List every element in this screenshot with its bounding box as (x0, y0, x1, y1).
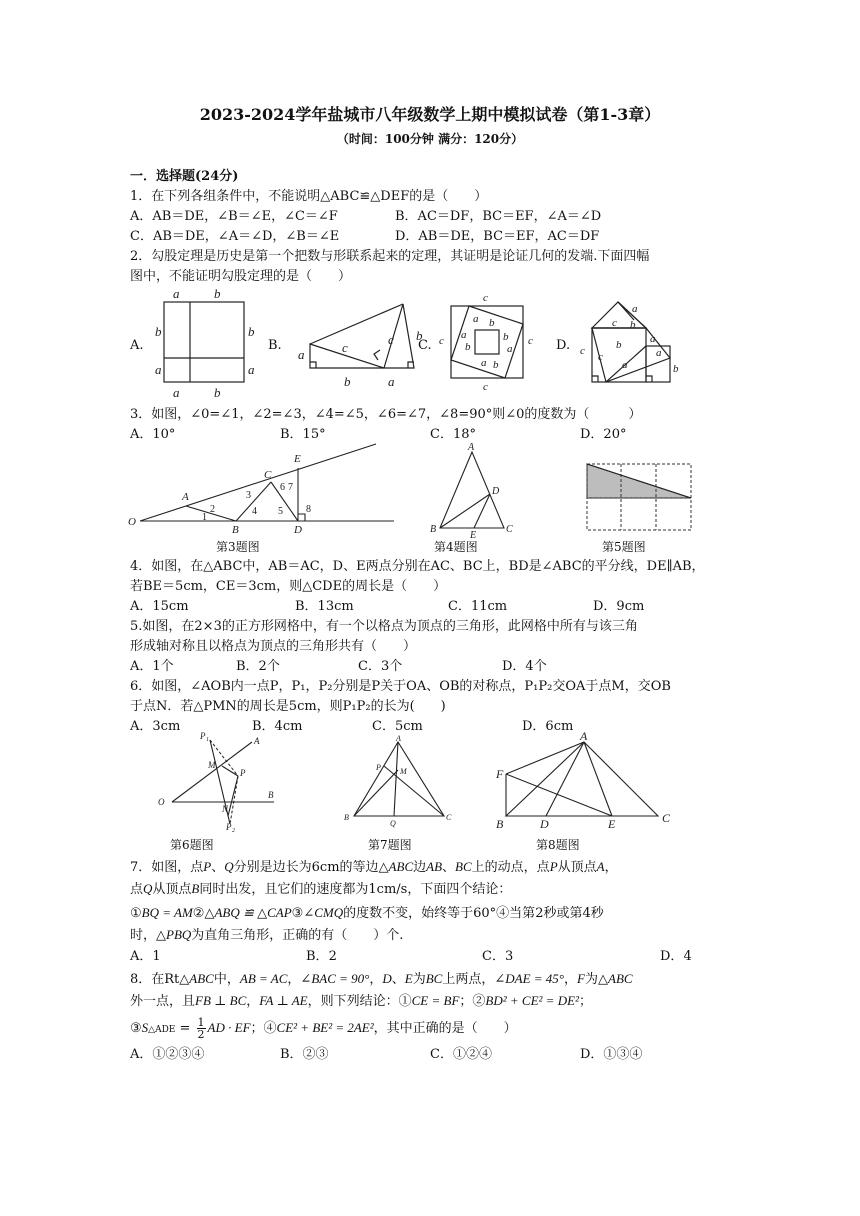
svg-text:D: D (294, 524, 302, 536)
q8-option-b: B．②③ (280, 1047, 329, 1062)
q4-option-d: D．9cm (593, 599, 645, 614)
svg-text:7: 7 (288, 482, 293, 493)
q7-option-d: D．4 (660, 949, 692, 964)
svg-text:6: 6 (280, 482, 285, 493)
svg-text:E: E (294, 453, 301, 465)
svg-text:a: a (507, 343, 513, 355)
svg-text:a: a (298, 347, 305, 362)
svg-text:b: b (155, 324, 162, 339)
svg-text:O: O (128, 516, 136, 528)
q7-line2: 点Q从顶点B同时出发，且它们的速度都为1cm/s，下面四个结论： (130, 881, 512, 897)
q8-fraction: $\frac{1}{2}$ (197, 1016, 205, 1041)
svg-text:a: a (248, 362, 255, 377)
svg-text:B: B (430, 524, 437, 535)
svg-text:c: c (483, 292, 488, 304)
svg-text:A: A (254, 736, 260, 746)
section-heading: 一．选择题(24分) (130, 169, 239, 184)
q3-option-d: D．20° (580, 427, 627, 442)
q5-option-c: C．3个 (358, 659, 403, 674)
svg-text:1: 1 (206, 737, 209, 743)
q2-figure-a (150, 288, 260, 400)
q8-figure (494, 729, 674, 831)
svg-text:N: N (222, 804, 229, 814)
q4-stem-line1: 4．如图，在△ABC中，AB＝AC，D、E两点分别在AC、BC上，BD是∠ABC的平分线，DE∥AB， (130, 559, 705, 574)
svg-text:b: b (416, 328, 423, 343)
page-title: 2023-2024学年盐城市八年级数学上期中模拟试卷（第1-3章） (199, 105, 661, 124)
q3-stem: 3．如图，∠0=∠1，∠2=∠3，∠4=∠5，∠6=∠7，∠8=90°则∠0的度数为（ ） (130, 407, 642, 422)
q7-figure (340, 734, 460, 828)
q1-option-c: C．AB＝DE，∠A＝∠D，∠B＝∠E (130, 229, 340, 244)
svg-text:E: E (470, 530, 477, 541)
svg-text:a: a (173, 286, 180, 301)
q7-option-a: A．1 (130, 949, 161, 964)
q3-option-c: C．18° (430, 427, 476, 442)
q6-option-d: D．6cm (522, 719, 574, 734)
svg-text:c: c (528, 335, 533, 347)
q2-figure-c (437, 292, 537, 392)
svg-text:b: b (616, 339, 622, 351)
q7-line3: ①BQ = AM②△ABQ ≌ △CAP③∠CMQ的度数不变，始终等于60°④当第2秒或第4秒 (130, 905, 604, 921)
svg-text:b: b (493, 359, 499, 371)
q4-option-c: C．11cm (448, 599, 508, 614)
svg-text:b: b (503, 331, 509, 343)
fig4-caption: 第4题图 (434, 540, 478, 554)
svg-text:a: a (622, 359, 628, 371)
svg-text:B: B (232, 524, 239, 536)
svg-text:a: a (473, 313, 479, 325)
q8-option-d: D．①③④ (580, 1047, 643, 1062)
q3-option-b: B．15° (280, 427, 326, 442)
svg-text:c: c (598, 351, 603, 363)
svg-text:c: c (612, 317, 617, 329)
q6-option-a: A．3cm (130, 719, 181, 734)
svg-text:P: P (226, 822, 232, 832)
q6-option-b: B．4cm (252, 719, 303, 734)
svg-text:D: D (540, 817, 549, 831)
q4-stem-line2: 若BE＝5cm，CE＝3cm，则△CDE的周长是（ ） (130, 579, 447, 594)
svg-text:a: a (656, 347, 662, 359)
svg-text:B: B (496, 817, 504, 831)
svg-text:A: A (468, 442, 475, 453)
q2-option-c: C. (418, 338, 432, 353)
fig7-caption: 第7题图 (368, 838, 412, 852)
q3-option-a: A．10° (130, 427, 176, 442)
svg-text:c: c (388, 332, 394, 347)
q2-figure-b (292, 296, 422, 392)
q6-stem-line2: 于点N．若△PMN的周长是5cm，则P₁P₂的长为( ) (130, 699, 446, 714)
svg-text:P: P (200, 731, 206, 741)
q8-option-c: C．①②④ (430, 1047, 492, 1062)
svg-text:b: b (248, 324, 255, 339)
q6-option-c: C．5cm (372, 719, 423, 734)
svg-text:a: a (155, 362, 162, 377)
q6-figure (156, 728, 290, 836)
svg-text:E: E (608, 817, 616, 831)
q4-figure (428, 442, 518, 541)
svg-text:c: c (439, 335, 444, 347)
q2-stem-line2: 图中，不能证明勾股定理的是（ ） (130, 269, 352, 284)
svg-text:A: A (396, 734, 401, 743)
svg-text:A: A (182, 491, 189, 503)
svg-text:a: a (461, 329, 467, 341)
svg-text:b: b (214, 286, 221, 301)
svg-text:M: M (208, 760, 216, 770)
fig3-caption: 第3题图 (216, 540, 260, 554)
svg-text:b: b (214, 385, 221, 400)
q1-option-a: A．AB＝DE，∠B＝∠E，∠C＝∠F (130, 209, 338, 224)
q8-line3: ③S△ADE = $\frac{1}{2}$ AD · EF；④CE² + BE² = 2AE²，其中正确的是（ ） (130, 1016, 517, 1041)
q7-line1: 7．如图，点P、Q分别是边长为6cm的等边△ABC边AB、BC上的动点，点P从顶点A， (130, 859, 618, 875)
q2-option-d: D. (556, 338, 571, 353)
q7-option-b: B．2 (306, 949, 337, 964)
q2-option-a: A. (130, 338, 144, 353)
svg-text:P: P (240, 768, 246, 778)
svg-text:8: 8 (306, 504, 311, 515)
q1-option-b: B．AC＝DF，BC＝EF，∠A＝∠D (395, 209, 602, 224)
q3-figure (126, 440, 406, 534)
q4-option-a: A．15cm (130, 599, 189, 614)
q8-option-a: A．①②③④ (130, 1047, 205, 1062)
q8-line1: 8．在Rt△ABC中，AB = AC，∠BAC = 90°，D、E为BC上两点，∠DAE = 45°，F为△ABC (130, 971, 633, 987)
svg-text:a: a (650, 333, 656, 345)
svg-text:B: B (268, 790, 274, 800)
svg-text:C: C (662, 811, 671, 825)
svg-text:O: O (158, 797, 165, 807)
svg-text:a: a (632, 303, 638, 315)
svg-text:A: A (580, 729, 588, 743)
svg-text:a: a (173, 385, 180, 400)
svg-text:2: 2 (232, 828, 235, 834)
svg-text:1: 1 (202, 512, 207, 523)
svg-text:c: c (580, 345, 585, 357)
q4-option-b: B．13cm (295, 599, 354, 614)
page-subtitle: （时间：100分钟 满分：120分） (336, 132, 524, 146)
svg-text:C: C (506, 524, 513, 535)
svg-text:C: C (446, 813, 452, 822)
q7-option-c: C．3 (482, 949, 514, 964)
fig8-caption: 第8题图 (536, 838, 580, 852)
fig5-caption: 第5题图 (602, 540, 646, 554)
svg-text:M: M (400, 767, 407, 776)
svg-text:F: F (496, 767, 504, 781)
svg-text:B: B (344, 813, 349, 822)
q5-option-d: D．4个 (502, 659, 547, 674)
q5-figure (583, 460, 695, 534)
svg-text:c: c (483, 381, 488, 393)
svg-text:D: D (492, 486, 500, 497)
q2-stem-line1: 2．勾股定理是历史是第一个把数与形联系起来的定理，其证明是论证几何的发端.下面四幅 (130, 249, 650, 264)
q5-stem-line2: 形成轴对称且以格点为顶点的三角形共有（ ） (130, 639, 417, 654)
fig6-caption: 第6题图 (170, 838, 214, 852)
svg-text:2: 2 (210, 504, 215, 515)
svg-text:5: 5 (278, 506, 283, 517)
q1-stem: 1．在下列各组条件中，不能说明△ABC≌△DEF的是（ ） (130, 189, 488, 204)
q5-option-a: A．1个 (130, 659, 174, 674)
svg-text:b: b (465, 341, 471, 353)
svg-text:C: C (264, 469, 272, 481)
svg-text:3: 3 (246, 490, 251, 501)
svg-text:4: 4 (252, 506, 257, 517)
svg-text:b: b (489, 317, 495, 329)
q8-line2: 外一点，且FB ⊥ BC，FA ⊥ AE，则下列结论：①CE = BF；②BD² + CE² = DE²； (130, 993, 592, 1009)
svg-text:b: b (673, 363, 679, 375)
svg-text:a: a (481, 357, 487, 369)
svg-text:P: P (376, 763, 381, 772)
svg-text:c: c (342, 340, 348, 355)
q5-option-b: B．2个 (236, 659, 280, 674)
q1-option-d: D．AB＝DE，BC＝EF，AC＝DF (395, 229, 600, 244)
svg-text:b: b (344, 374, 351, 389)
q7-line4: 时，△PBQ为直角三角形，正确的有（ ）个. (130, 927, 404, 943)
q5-stem-line1: 5.如图，在2×3的正方形网格中，有一个以格点为顶点的三角形，此网格中所有与该三角 (130, 619, 638, 634)
q2-option-b: B. (268, 338, 282, 353)
svg-text:a: a (388, 374, 395, 389)
svg-text:Q: Q (390, 819, 396, 828)
q6-stem-line1: 6．如图，∠AOB内一点P，P₁，P₂分别是P关于OA、OB的对称点，P₁P₂交OA于点M，交OB (130, 679, 671, 694)
svg-text:b: b (630, 319, 636, 331)
q2-figure-d (576, 288, 686, 392)
